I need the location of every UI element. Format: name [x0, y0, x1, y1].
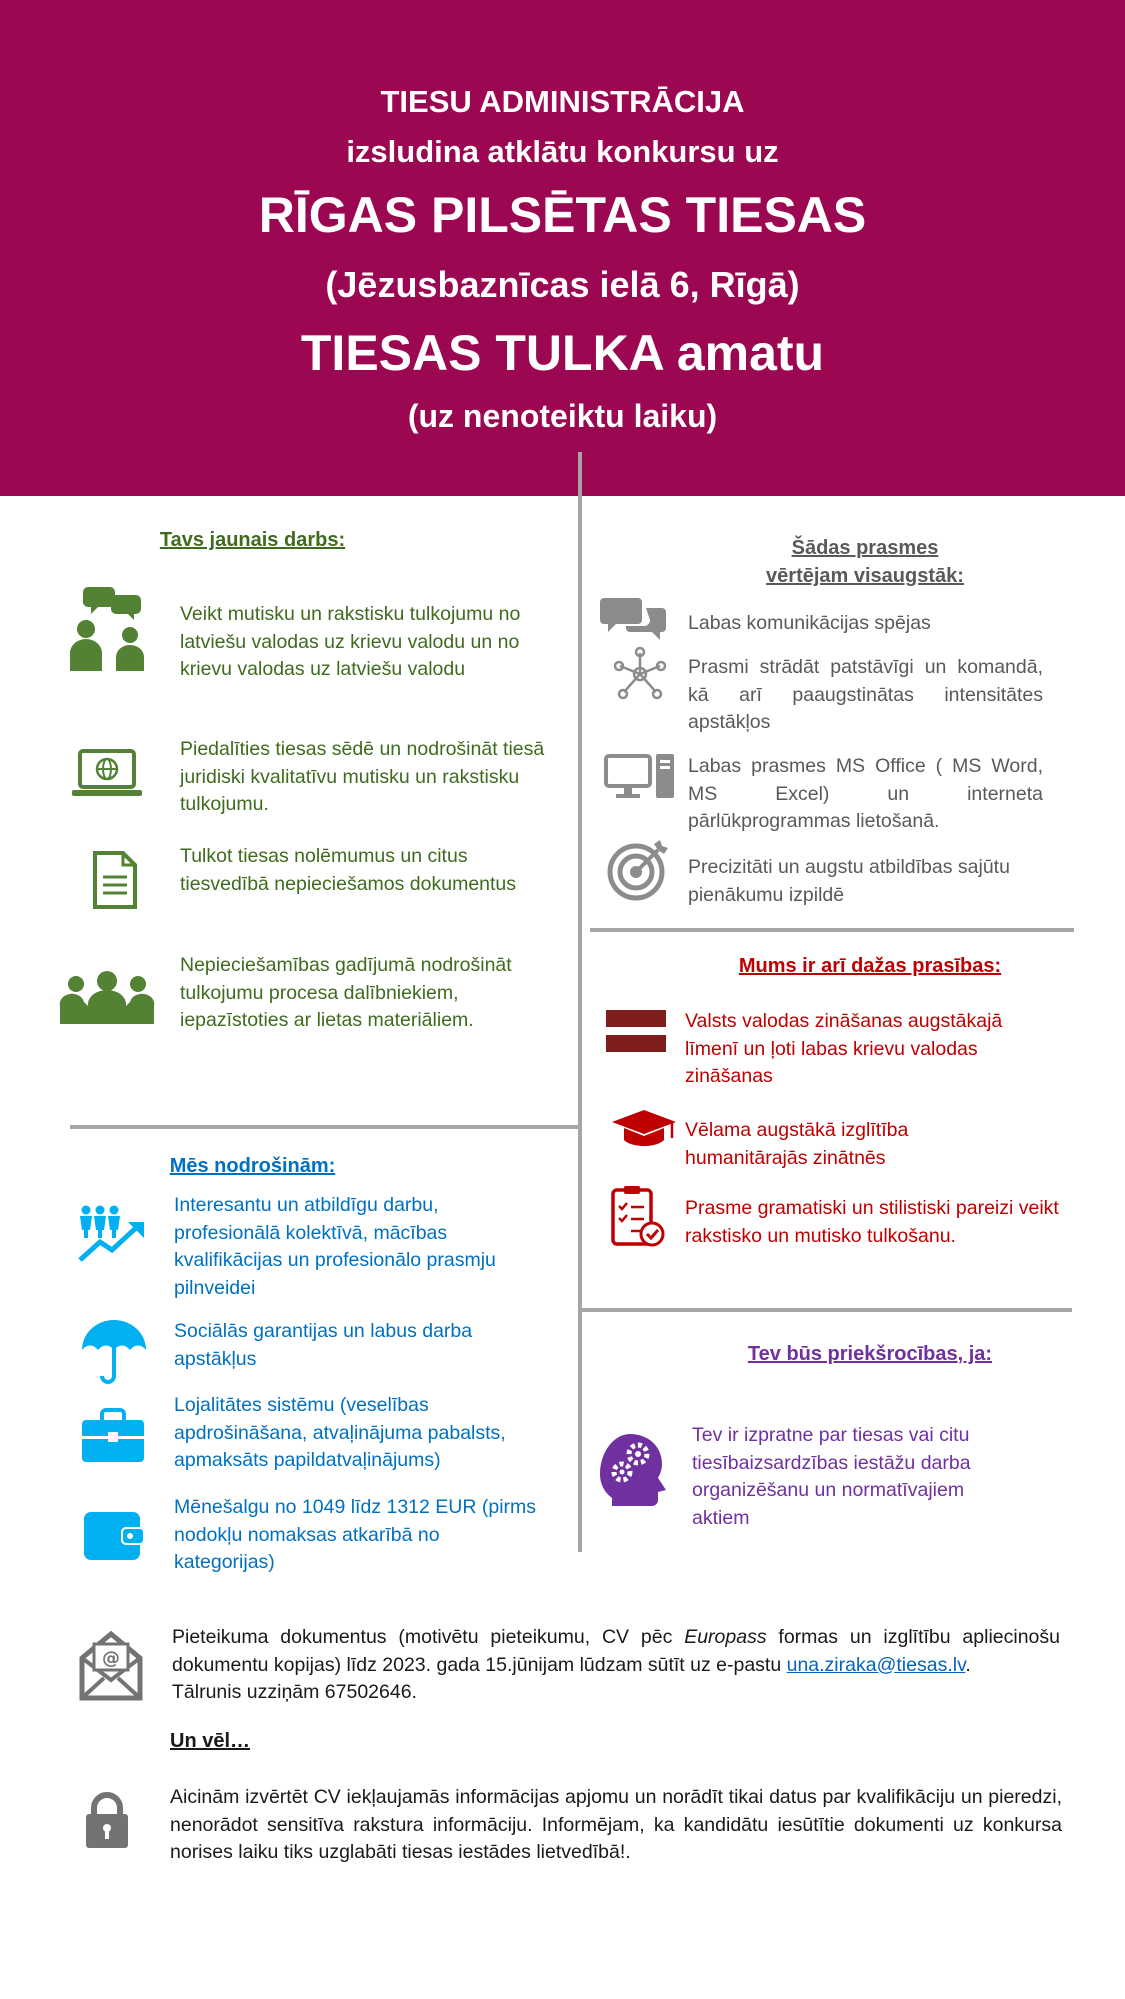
- header-banner: [0, 0, 1125, 496]
- requirements-item-education: Vēlama augstākā izglītība humanitārajās zinātnēs: [685, 1119, 909, 1169]
- header-term: (uz nenoteiktu laiku): [407, 398, 718, 434]
- skills-item-communication: Labas komunikācijas spējas: [688, 612, 931, 634]
- computer-icon: [604, 752, 678, 800]
- umbrella-icon: [80, 1318, 148, 1386]
- advantage-item-understanding: Tev ir izpratne par tiesas vai citu tiesībaizsardzības iestāžu darba organizēšanu un normatīvajiem aktiem: [692, 1424, 971, 1529]
- growth-people-icon: [76, 1204, 148, 1262]
- checklist-icon: [610, 1184, 666, 1248]
- offer-item-social-guarantees: Sociālās garantijas un labus darba apstākļus: [174, 1320, 473, 1370]
- divider-skills-requirements: [590, 928, 1074, 932]
- briefcase-icon: [80, 1408, 146, 1464]
- requirements-item-translation-skill: Prasme gramatiski un stilistiski pareizi veikt rakstisko un mutisko tulkošanu.: [685, 1197, 1059, 1247]
- network-icon: [612, 646, 668, 702]
- header-announcement: izsludina atklātu konkursu uz: [346, 134, 779, 169]
- offer-item-interesting-work: Interesantu un atbildīgu darbu, profesionālā kolektīvā, mācības kvalifikācijas un profesionālo prasmju pilnveidei: [174, 1194, 496, 1299]
- skills-item-teamwork: Prasmi strādāt patstāvīgi un komandā, kā arī paaugstinātas intensitātes apstākļos: [688, 656, 1043, 733]
- more-section-title: Un vēl…: [170, 1730, 251, 1752]
- job-item-translate-decisions: Tulkot tiesas nolēmumus un citus tiesvedībā nepieciešamos dokumentus: [180, 845, 517, 895]
- job-item-interpretation: Veikt mutisku un rakstisku tulkojumu no latviešu valodas uz krievu valodu un no krievu valodas uz latviešu valodu: [180, 603, 521, 680]
- advantage-section-title: Tev būs priekšrocības, ja:: [747, 1343, 993, 1365]
- job-section-title: Tavs jaunais darbs:: [159, 529, 346, 551]
- skills-item-precision: Precizitāti un augstu atbildības sajūtu pienākumu izpildē: [688, 856, 1010, 906]
- requirements-item-language: Valsts valodas zināšanas augstākajā līmenī un ļoti labas krievu valodas zināšanas: [685, 1010, 1003, 1087]
- apply-text-part3: .: [965, 1653, 971, 1676]
- email-envelope-icon: [78, 1630, 144, 1702]
- requirements-section-title: Mums ir arī dažas prasības:: [738, 955, 1002, 977]
- header-address: (Jēzusbaznīcas ielā 6, Rīgā): [325, 264, 800, 305]
- job-item-case-materials: Nepieciešamības gadījumā nodrošināt tulkojumu procesa dalībniekiem, iepazīstoties ar lietas materiāliem.: [180, 954, 512, 1031]
- apply-text: [172, 1624, 1060, 1707]
- skills-section-title-line2: vērtējam visaugstāk:: [766, 565, 964, 587]
- header-court-name: RĪGAS PILSĒTAS TIESAS: [258, 187, 867, 243]
- offer-section-title: Mēs nodrošinām:: [169, 1155, 336, 1177]
- apply-phone-line: Tālrunis uzziņām 67502646.: [172, 1681, 417, 1703]
- offer-item-salary: Mēnešalgu no 1049 līdz 1312 EUR (pirms nodokļu nomaksas atkarībā no kategorijas): [174, 1496, 537, 1573]
- document-icon: [92, 850, 138, 910]
- head-gears-icon: [600, 1432, 668, 1506]
- skills-section-title-line1: Šādas prasmes: [791, 537, 939, 559]
- divider-job-offer: [70, 1125, 578, 1129]
- more-text: Aicinām izvērtēt CV iekļaujamās informācijas apjomu un norādīt tikai datus par kvalifikāciju un pieredzi, nenorādot sensitīva rakstura informāciju. Informējam, ka kandidātu iesūtītie dokumenti uz konkursa norises laiku tiks uzglabāti tiesas iestādes lietvedībā!.: [170, 1786, 1062, 1863]
- lock-icon: [84, 1790, 130, 1850]
- wallet-icon: [82, 1508, 144, 1562]
- apply-email-link[interactable]: una.ziraka@tiesas.lv: [786, 1653, 966, 1676]
- svg-text:@: @: [102, 1648, 120, 1669]
- skills-item-ms-office: Labas prasmes MS Office ( MS Word, MS Excel) un interneta pārlūkprogrammas lietošanā.: [688, 755, 1043, 832]
- graduation-cap-icon: [610, 1108, 678, 1150]
- job-item-court-sessions: Piedalīties tiesas sēdē un nodrošināt tiesā juridiski kvalitatīvu mutisku un rakstisku tulkojumu.: [180, 738, 545, 815]
- header-position: TIESAS TULKA amatu: [300, 325, 825, 381]
- group-icon: [58, 970, 156, 1024]
- apply-text-europass: Europass: [684, 1626, 767, 1648]
- divider-requirements-advantage: [582, 1308, 1072, 1312]
- apply-text-part2: formas un izglītību apliecinošu dokumentu kopijas) līdz 2023. gada 15.jūnijam lūdzam sūtīt uz e-pastu: [172, 1626, 1060, 1676]
- target-icon: [606, 838, 670, 902]
- laptop-globe-icon: [70, 748, 144, 798]
- apply-text-part1: Pieteikuma dokumentus (motivētu pieteikumu, CV pēc: [172, 1626, 685, 1648]
- chat-bubbles-icon: [600, 596, 668, 642]
- people-speech-icon: [66, 585, 150, 671]
- divider-vertical: [578, 452, 582, 1552]
- latvian-flag-icon: [606, 1010, 666, 1052]
- header-organization: TIESU ADMINISTRĀCIJA: [380, 84, 745, 119]
- offer-item-loyalty: Lojalitātes sistēmu (veselības apdrošināšana, atvaļinājuma pabalsts, apmaksāts papildatvaļinājums): [174, 1394, 506, 1471]
